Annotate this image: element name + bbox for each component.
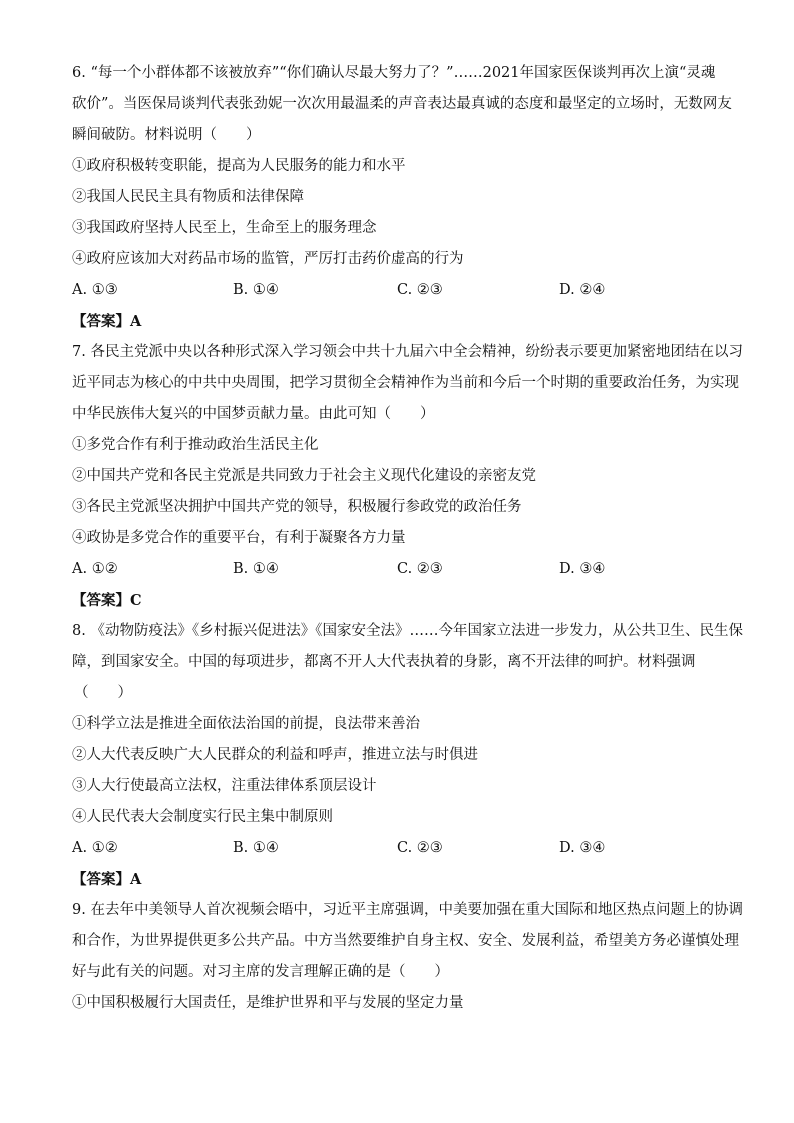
question-stem-line: 6. “每一个小群体都不该被放弃”“你们确认尽最大努力了？”……2021年国家医保谈判再次上演“灵魂 [72,65,716,81]
question-6 [72,58,732,337]
question-stem-line: （ ） [74,685,132,701]
question-7 [72,337,743,616]
question-stem-line: 瞬间破防。材料说明（ ） [72,127,261,143]
statement-4: ④人民代表大会制度实行民主集中制原则 [72,809,333,825]
answer-options [72,275,722,306]
question-stem-line: 和合作，为世界提供更多公共产品。中方当然要维护自身主权、安全、发展利益，希望美方务必谨慎处理 [72,933,739,949]
question-stem-line: 9. 在去年中美领导人首次视频会晤中，习近平主席强调，中美要加强在重大国际和地区热点问题上的协调 [72,902,743,918]
option-c: C. ②③ [397,840,443,856]
answer-key: 【答案】A [72,313,142,330]
question-stem-line: 近平同志为核心的中共中央周围，把学习贯彻全会精神作为当前和今后一个时期的重要政治任务，为实现 [72,375,739,391]
statement-4: ④政协是多党合作的重要平台，有利于凝聚各方力量 [72,530,406,546]
statement-1: ①科学立法是推进全面依法治国的前提，良法带来善治 [72,716,420,732]
statement-3: ③人大行使最高立法权，注重法律体系顶层设计 [72,778,377,794]
question-stem-line: 砍价”。当医保局谈判代表张劲妮一次次用最温柔的声音表达最真诚的态度和最坚定的立场时，无数网友 [72,96,732,112]
option-c: C. ②③ [397,282,443,298]
answer-options [72,554,722,585]
statement-2: ②我国人民民主具有物质和法律保障 [72,189,304,205]
question-8 [72,616,743,895]
answer-options [72,833,722,864]
statement-1: ①中国积极履行大国责任，是维护世界和平与发展的坚定力量 [72,995,464,1011]
statement-1: ①政府积极转变职能，提高为人民服务的能力和水平 [72,158,406,174]
question-stem-line: 中华民族伟大复兴的中国梦贡献力量。由此可知（ ） [72,406,435,422]
option-d: D. ②④ [559,282,606,298]
option-a: A. ①② [72,840,118,856]
question-stem-line: 8. 《动物防疫法》《乡村振兴促进法》《国家安全法》……今年国家立法进一步发力，从公共卫生、民生保 [72,623,743,639]
option-a: A. ①③ [72,282,118,298]
answer-key: 【答案】C [72,592,142,609]
option-b: B. ①④ [233,840,279,856]
question-stem-line: 障，到国家安全。中国的每项进步，都离不开人大代表执着的身影，离不开法律的呵护。材料强调 [72,654,696,670]
option-a: A. ①② [72,561,118,577]
option-b: B. ①④ [233,282,279,298]
question-stem-line: 好与此有关的问题。对习主席的发言理解正确的是（ ） [72,964,449,980]
question-stem-line: 7. 各民主党派中央以各种形式深入学习领会中共十九届六中全会精神，纷纷表示要更加紧密地团结在以习 [72,344,743,360]
option-d: D. ③④ [559,840,606,856]
statement-3: ③各民主党派坚决拥护中国共产党的领导，积极履行参政党的政治任务 [72,499,522,515]
statement-1: ①多党合作有利于推动政治生活民主化 [72,437,319,453]
option-c: C. ②③ [397,561,443,577]
statement-2: ②人大代表反映广大人民群众的利益和呼声，推进立法与时俱进 [72,747,478,763]
exam-page [72,58,743,1019]
question-9 [72,895,743,1019]
statement-2: ②中国共产党和各民主党派是共同致力于社会主义现代化建设的亲密友党 [72,468,536,484]
answer-key: 【答案】A [72,871,142,888]
statement-4: ④政府应该加大对药品市场的监管，严厉打击药价虚高的行为 [72,251,464,267]
option-b: B. ①④ [233,561,279,577]
option-d: D. ③④ [559,561,606,577]
statement-3: ③我国政府坚持人民至上，生命至上的服务理念 [72,220,377,236]
